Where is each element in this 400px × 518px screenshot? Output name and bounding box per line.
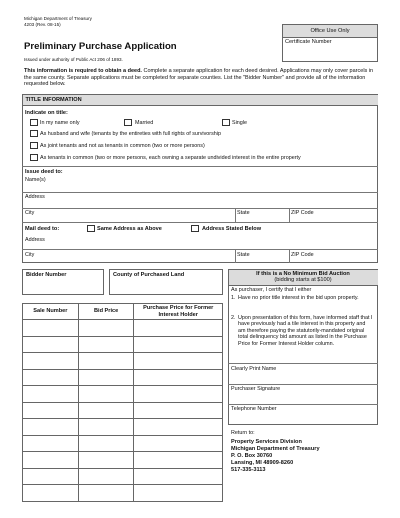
mail-deed-heading: Mail deed to: [25, 226, 60, 232]
divider [22, 249, 378, 250]
sale-number-cell[interactable] [23, 435, 79, 452]
table-row [23, 468, 223, 485]
indicate-on-title: Indicate on title: [25, 110, 68, 116]
divider [22, 192, 378, 193]
issue-zip-label: ZIP Code [291, 210, 314, 216]
dept-name: Michigan Department of Treasury [24, 16, 92, 21]
sale-number-cell[interactable] [23, 320, 79, 337]
sale-number-cell[interactable] [23, 336, 79, 353]
county-label: County of Purchased Land [113, 272, 185, 278]
certify-text: As purchaser, I certify that I either [231, 287, 312, 293]
address-stated-below-checkbox[interactable] [191, 225, 199, 232]
issue-address-label: Address [25, 194, 45, 200]
joint-tenants-checkbox[interactable] [30, 142, 38, 149]
item-2-text: Upon presentation of this form, have informed staff that I have previously had a tile interest in this property and am therefore paying the statutorily-mandated original total delinquency bid amount as listed in the Purchase Price for Former Interest Holder column. [238, 315, 373, 347]
same-address-label: Same Address as Above [97, 226, 162, 232]
names-label: Name(s) [25, 177, 46, 183]
issue-city-label: City [25, 210, 35, 216]
certificate-number-field[interactable] [283, 45, 377, 61]
bid-price-cell[interactable] [78, 468, 134, 485]
purchase-price-cell[interactable] [134, 402, 223, 419]
joint-tenants-label: As joint tenants and not as tenants in common (two or more persons) [40, 143, 205, 149]
married-label: Married [135, 120, 154, 126]
item-1-number: 1. [231, 295, 236, 301]
table-row [23, 336, 223, 353]
single-checkbox[interactable] [222, 119, 230, 126]
in-my-name-only-checkbox[interactable] [30, 119, 38, 126]
mail-city-field[interactable] [23, 257, 234, 263]
address-stated-below-label: Address Stated Below [202, 226, 262, 232]
divider [228, 404, 378, 405]
sales-table-body [23, 320, 223, 502]
table-row [23, 320, 223, 337]
office-use-title: Office Use Only [283, 25, 377, 38]
issue-address-field[interactable] [23, 200, 377, 208]
table-row [23, 485, 223, 502]
sale-number-cell[interactable] [23, 419, 79, 436]
purchase-price-cell[interactable] [134, 386, 223, 403]
table-row [23, 435, 223, 452]
table-row [23, 402, 223, 419]
purchase-price-cell[interactable] [134, 336, 223, 353]
return-line-city: Lansing, MI 48909-8260 [231, 460, 294, 466]
no-min-bid-header [229, 270, 378, 286]
in-my-name-only-label: In my name only [40, 120, 80, 126]
purchase-price-cell[interactable] [134, 468, 223, 485]
signature-label: Purchaser Signature [231, 386, 281, 392]
sale-number-cell[interactable] [23, 386, 79, 403]
mail-city-label: City [25, 252, 35, 258]
divider [228, 384, 378, 385]
purchase-price-cell[interactable] [134, 435, 223, 452]
bid-price-cell[interactable] [78, 402, 134, 419]
signature-field[interactable] [229, 392, 377, 404]
title-info-heading: TITLE INFORMATION [25, 96, 82, 103]
tenants-in-common-checkbox[interactable] [30, 154, 38, 161]
divider [22, 166, 378, 167]
same-address-checkbox[interactable] [87, 225, 95, 232]
purchase-price-cell[interactable] [134, 419, 223, 436]
table-header-row [23, 304, 223, 320]
certificate-number-label: Certificate Number [285, 39, 332, 45]
form-title: Preliminary Purchase Application [24, 41, 177, 52]
intro-text: Complete a separate application for each deed desired. Applications may only cover parcels in the same county. Separate applications must be completed for separate counties. List the "Bidder Number" and provide all of the information requested below. [24, 68, 374, 88]
bid-price-cell[interactable] [78, 485, 134, 502]
bid-price-header: Bid Price [78, 304, 134, 320]
mail-address-label: Address [25, 237, 45, 243]
title-info-bar [23, 95, 378, 106]
return-line-department: Michigan Department of Treasury [231, 446, 320, 452]
table-row [23, 452, 223, 469]
no-min-bid-title: If this is a No Minimum Bid Auction [256, 270, 350, 277]
names-field[interactable] [23, 184, 377, 192]
sale-number-cell[interactable] [23, 369, 79, 386]
table-row [23, 369, 223, 386]
bid-price-cell[interactable] [78, 419, 134, 436]
print-name-field[interactable] [229, 372, 377, 384]
mail-zip-label: ZIP Code [291, 252, 314, 258]
purchase-price-cell[interactable] [134, 353, 223, 370]
bidder-number-box[interactable] [22, 269, 104, 295]
purchase-price-cell[interactable] [134, 369, 223, 386]
issue-deed-heading: Issue deed to: [25, 169, 63, 175]
return-line-phone: 517-335-3113 [231, 467, 266, 473]
sale-number-cell[interactable] [23, 402, 79, 419]
divider [228, 363, 378, 364]
table-row [23, 386, 223, 403]
husband-wife-checkbox[interactable] [30, 130, 38, 137]
no-min-bid-subtitle: (bidding starts at $100) [274, 277, 332, 284]
authority-note: Issued under authority of Public Act 206 of 1893. [24, 57, 123, 62]
purchase-price-cell[interactable] [134, 320, 223, 337]
purchase-price-header: Purchase Price for Former Interest Holder [134, 304, 223, 320]
married-checkbox[interactable] [124, 119, 132, 126]
mail-state-label: State [237, 252, 250, 258]
sale-number-header: Sale Number [23, 304, 79, 320]
table-row [23, 353, 223, 370]
intro-bold: This information is required to obtain a deed. [24, 68, 142, 74]
husband-wife-label: As husband and wife (tenants by the entireties with full rights of survivorship [40, 131, 221, 137]
print-name-label: Clearly Print Name [231, 366, 277, 372]
bid-price-cell[interactable] [78, 386, 134, 403]
bid-price-cell[interactable] [78, 353, 134, 370]
phone-field[interactable] [229, 412, 377, 424]
bid-price-cell[interactable] [78, 435, 134, 452]
divider [22, 222, 378, 223]
mail-zip-field[interactable] [290, 257, 377, 263]
bid-price-cell[interactable] [78, 336, 134, 353]
table-row [23, 419, 223, 436]
return-line-po-box: P. O. Box 30760 [231, 453, 273, 459]
form-number: 4203 (Rev. 08-15) [24, 22, 61, 27]
bid-price-cell[interactable] [78, 369, 134, 386]
sales-table [22, 303, 223, 502]
item-2-number: 2. [231, 315, 236, 321]
intro-paragraph [24, 68, 378, 88]
purchase-price-cell[interactable] [134, 452, 223, 469]
sale-number-cell[interactable] [23, 485, 79, 502]
issue-state-label: State [237, 210, 250, 216]
mail-state-field[interactable] [236, 257, 288, 263]
bid-price-cell[interactable] [78, 452, 134, 469]
return-line-division: Property Services Division [231, 439, 302, 445]
sale-number-cell[interactable] [23, 468, 79, 485]
divider [22, 208, 378, 209]
return-to-label: Return to: [231, 430, 255, 436]
single-label: Single [232, 120, 247, 126]
purchase-price-cell[interactable] [134, 485, 223, 502]
tenants-in-common-label: As tenants in common (two or more persons, each owning a separate undivided interest in the entire property [40, 155, 301, 161]
county-box[interactable] [109, 269, 223, 295]
phone-label: Telephone Number [231, 406, 277, 412]
bidder-number-label: Bidder Number [26, 272, 67, 278]
bid-price-cell[interactable] [78, 320, 134, 337]
sale-number-cell[interactable] [23, 353, 79, 370]
item-1-text: Have no prior title interest in the bid upon property. [238, 295, 359, 301]
sale-number-cell[interactable] [23, 452, 79, 469]
